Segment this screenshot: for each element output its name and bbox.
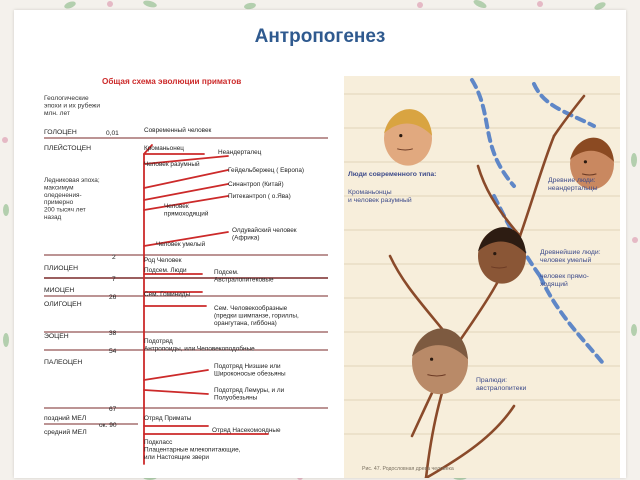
scheme-node-15: Подотряд Антропоиды, или Человекоподобные xyxy=(144,338,255,353)
scheme-node-17: Подотряд Лемуры, и ли Полуобезьяны xyxy=(214,387,285,402)
primate-evolution-scheme xyxy=(28,70,328,476)
illustration-label-1: Кроманьонцы и человек разумный xyxy=(348,189,412,204)
cromagnon-head-icon-eye xyxy=(399,134,402,137)
era-label-5: ЭОЦЕН xyxy=(44,333,69,340)
illustration-label-2: Древние люди: неандертальцы xyxy=(548,177,598,192)
boundary-value-6: 67 xyxy=(109,406,117,413)
era-label-2: ПЛИОЦЕН xyxy=(44,265,78,272)
scheme-node-2: Неандерталец xyxy=(218,149,262,156)
slide xyxy=(14,10,626,478)
era-label-3: МИОЦЕН xyxy=(44,287,75,294)
scheme-node-9: Человек умелый xyxy=(156,241,206,248)
scheme-node-13: Сем. Гоминиды xyxy=(144,291,191,298)
era-label-4: ОЛИГОЦЕН xyxy=(44,301,82,308)
boundary-value-3: 26 xyxy=(109,294,117,301)
scheme-node-7: Человек прямоходящий xyxy=(164,203,209,218)
scheme-node-1: Кроманьонец xyxy=(144,145,184,152)
scheme-header-label: Геологические эпохи и их рубежи млн. лет xyxy=(44,95,101,118)
boundary-value-7: ок. 90 xyxy=(99,422,117,429)
era-label-6: ПАЛЕОЦЕН xyxy=(44,359,83,366)
era-label-0: ГОЛОЦЕН xyxy=(44,129,77,136)
scheme-node-6: Питекантроп ( о.Ява) xyxy=(228,193,291,200)
illustration-label-0: Люди современного типа: xyxy=(348,171,437,178)
scheme-node-11: Подсем. Люди xyxy=(144,267,187,274)
scheme-node-0: Современный человек xyxy=(144,127,212,134)
scheme-node-12: Подсем. Австралопитековые xyxy=(214,269,274,284)
ice-age-note: Ледниковая эпоха; максимум оледенения-примерно 200 тысяч лет назад xyxy=(44,177,100,221)
era-label-1: ПЛЕЙСТОЦЕН xyxy=(44,145,92,152)
boundary-value-5: 54 xyxy=(109,348,117,355)
australopithecus-head-icon-eye xyxy=(430,358,433,361)
homo-habilis-head-icon-eye xyxy=(493,252,496,255)
scheme-node-20: Подкласс Плацентарные млекопитающие, или Настоящие звери xyxy=(144,439,241,461)
scheme-title: Общая схема эволюции приматов xyxy=(102,77,242,86)
scheme-node-16: Подотряд Низшие или Широконосые обезьяны xyxy=(214,363,286,378)
scheme-node-8: Олдувайский человек (Африка) xyxy=(232,227,297,242)
boundary-value-4: 38 xyxy=(109,330,117,337)
human-evolution-tree xyxy=(344,76,620,478)
boundary-value-0: 0,01 xyxy=(106,130,119,137)
era-label-7: поздний МЕЛ xyxy=(44,415,87,422)
slide-title: Антропогенез xyxy=(254,26,386,47)
illustration-label-5: Пралюди: австралопитеки xyxy=(476,377,527,392)
boundary-value-2: 7 xyxy=(112,276,116,283)
scheme-node-4: Гейдельбержец ( Европа) xyxy=(228,167,305,174)
illustration-caption: Рис. 47. Родословная древа человека xyxy=(362,466,454,472)
illustration-label-4: человек прямо-ходящий xyxy=(540,273,589,288)
scheme-node-18: Отряд Приматы xyxy=(144,415,192,422)
boundary-value-1: 2 xyxy=(112,254,116,261)
scheme-node-3: Человек разумный xyxy=(144,161,200,168)
scheme-node-5: Синантроп (Китай) xyxy=(228,181,284,188)
scheme-node-19: Отряд Насекомоядные xyxy=(212,427,281,434)
era-label-8: средний МЕЛ xyxy=(44,429,87,436)
neanderthal-head-icon-eye xyxy=(584,160,587,163)
scheme-node-14: Сем. Человекообразные (предки шимпанзе, гориллы, орангутана, гиббона) xyxy=(214,305,299,327)
illustration-label-3: Древнейшие люди: человек умелый xyxy=(540,249,601,264)
scheme-node-10: Род Человек xyxy=(144,257,182,264)
